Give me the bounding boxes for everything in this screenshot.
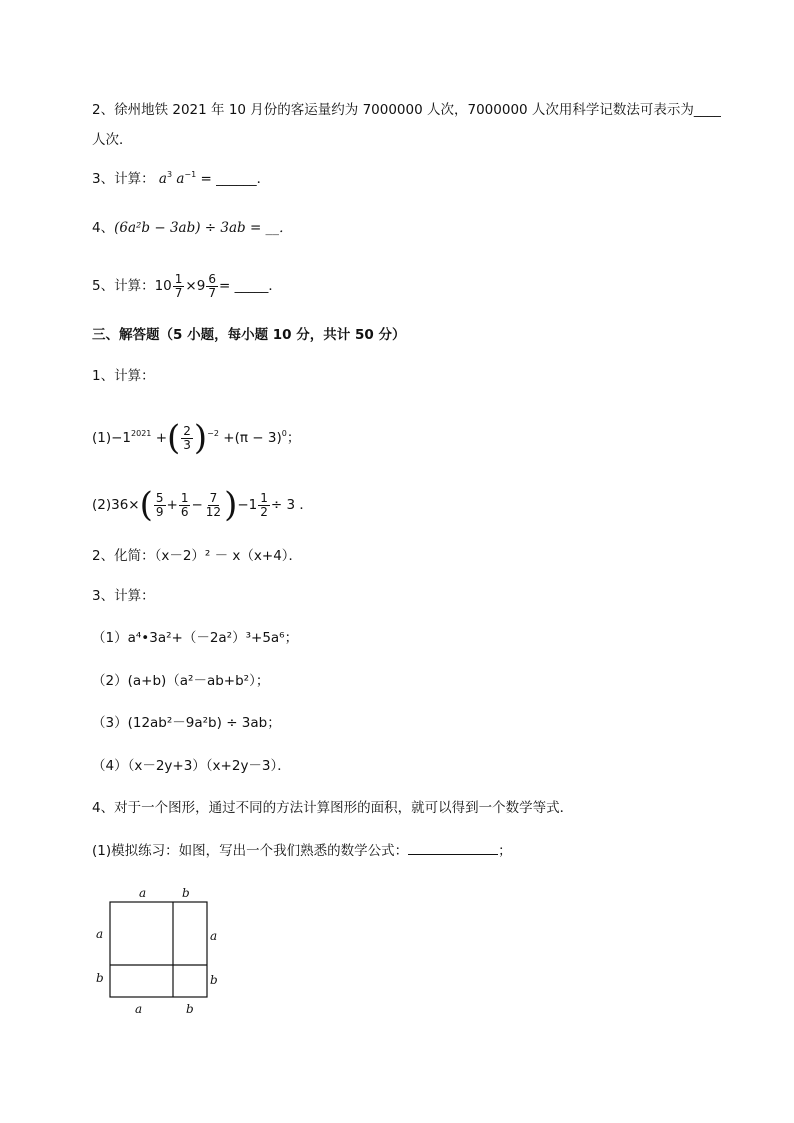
p1-part2-d3: 12 [205,504,222,519]
q2-line1: 2、徐州地铁 2021 年 10 月份的客运量约为 7000000 人次，7000000 人次用科学记数法可表示为____ [92,102,721,118]
p1-part2-n2: 1 [180,490,189,505]
left-paren-icon: ( [167,418,181,458]
p3-item-3: （3）(12ab²－9a²b) ÷ 3ab； [92,715,281,731]
p1-part2-op1: + [166,497,178,513]
p1-part2-frac4 [258,492,270,519]
q5-den2: 7 [208,285,216,300]
answer-blank[interactable] [408,840,498,855]
q5-frac2 [206,273,218,300]
section-title: 三、解答题（5 小题，每小题 10 分，共计 50 分） [92,327,406,343]
q4-expr: (6a²b − 3ab) ÷ 3ab = __． [114,220,293,236]
p1-title: 1、计算： [92,368,155,384]
p1-part2-n4: 1 [260,490,268,505]
p1-part2-a: 36× [111,497,140,513]
q4-prefix: 4、 [92,220,115,236]
p1-part2-op2: − [191,497,203,513]
right-paren-icon: ) [193,418,208,458]
q5 [92,270,282,302]
label-right-a: a [210,929,218,943]
p1-part1-b-exp: 0 [281,429,287,438]
p2: 2、化简：（x－2）² － x（x+4）． [92,548,303,564]
p1-part1-plus2: + [223,430,235,446]
q5-num2: 6 [208,271,216,286]
p1-part2-d4: 2 [260,504,268,519]
q5-prefix: 5、计算： [92,278,155,294]
q5-whole2: 9 [196,278,206,294]
q5-tail: = _____． [218,278,282,294]
q3-tail: = ______． [200,171,271,187]
p1-part2-frac1 [154,492,166,519]
right-paren-icon: ) [224,485,238,525]
p1-part2-label: (2) [92,497,112,513]
label-left-a: a [96,927,104,941]
p1-part1-num: 2 [183,423,191,438]
p1-part2-frac2 [179,492,191,519]
p1-part2-c: ÷ 3 ． [270,497,313,513]
p1-part2-n3: 7 [209,490,218,505]
p1-part1-a-exp: 2021 [131,429,152,438]
p1-part1-end: ； [286,430,301,446]
q5-den1: 7 [174,285,183,300]
q5-times: × [185,278,197,294]
square-diagram [88,880,228,1020]
p3-title: 3、计算： [92,588,155,604]
p1-part1-exp: −2 [207,429,219,438]
label-top-b: b [182,886,190,900]
label-top-a: a [139,886,147,900]
q5-whole1: 10 [154,278,172,294]
q3 [92,169,270,189]
p1-part1-frac [181,425,193,452]
p1-part2-frac3 [204,492,223,519]
p1-part2-d1: 9 [155,504,164,519]
left-paren-icon: ( [139,485,153,525]
label-right-b: b [210,973,218,987]
p1-part2-b: −1 [237,497,258,513]
p4-intro: 4、对于一个图形，通过不同的方法计算图形的面积，就可以得到一个数学等式． [92,800,574,816]
q3-exp2: −1 [184,170,197,179]
outer-square [110,902,207,997]
q3-exp1: 3 [166,170,173,179]
p4-sub1-text: (1)模拟练习：如图，写出一个我们熟悉的数学公式： [92,843,409,859]
p1-part2-d2: 6 [180,504,189,519]
q3-base-a2: a [176,171,185,187]
p3-item-4: （4）（x－2y+3）（x+2y－3）． [92,758,291,774]
p1-part1-label: (1) [92,430,112,446]
p1-part1-plus1: + [155,430,167,446]
q3-base-a1: a [158,171,167,187]
q3-prefix: 3、计算： [92,171,155,187]
q5-frac1 [173,273,185,300]
label-bottom-b: b [186,1002,194,1016]
p1-part1-b: (π − 3) [234,430,282,446]
p1-part2-n1: 5 [155,490,164,505]
p1-part1 [92,418,300,458]
p1-part1-a: −1 [111,430,132,446]
p4-sub1 [92,840,512,861]
q5-num1: 1 [174,271,183,286]
label-bottom-a: a [135,1002,143,1016]
p1-part2 [92,485,313,525]
p3-item-2: （2）(a+b)（a²－ab+b²）； [92,673,270,689]
q2-line2: 人次． [92,132,133,148]
q4 [92,218,293,238]
label-left-b: b [96,971,104,985]
p1-part1-den: 3 [183,437,191,452]
p3-item-1: （1）a⁴•3a²+（－2a²）³+5a⁶； [92,630,299,646]
p4-sub1-end: ； [498,843,512,859]
